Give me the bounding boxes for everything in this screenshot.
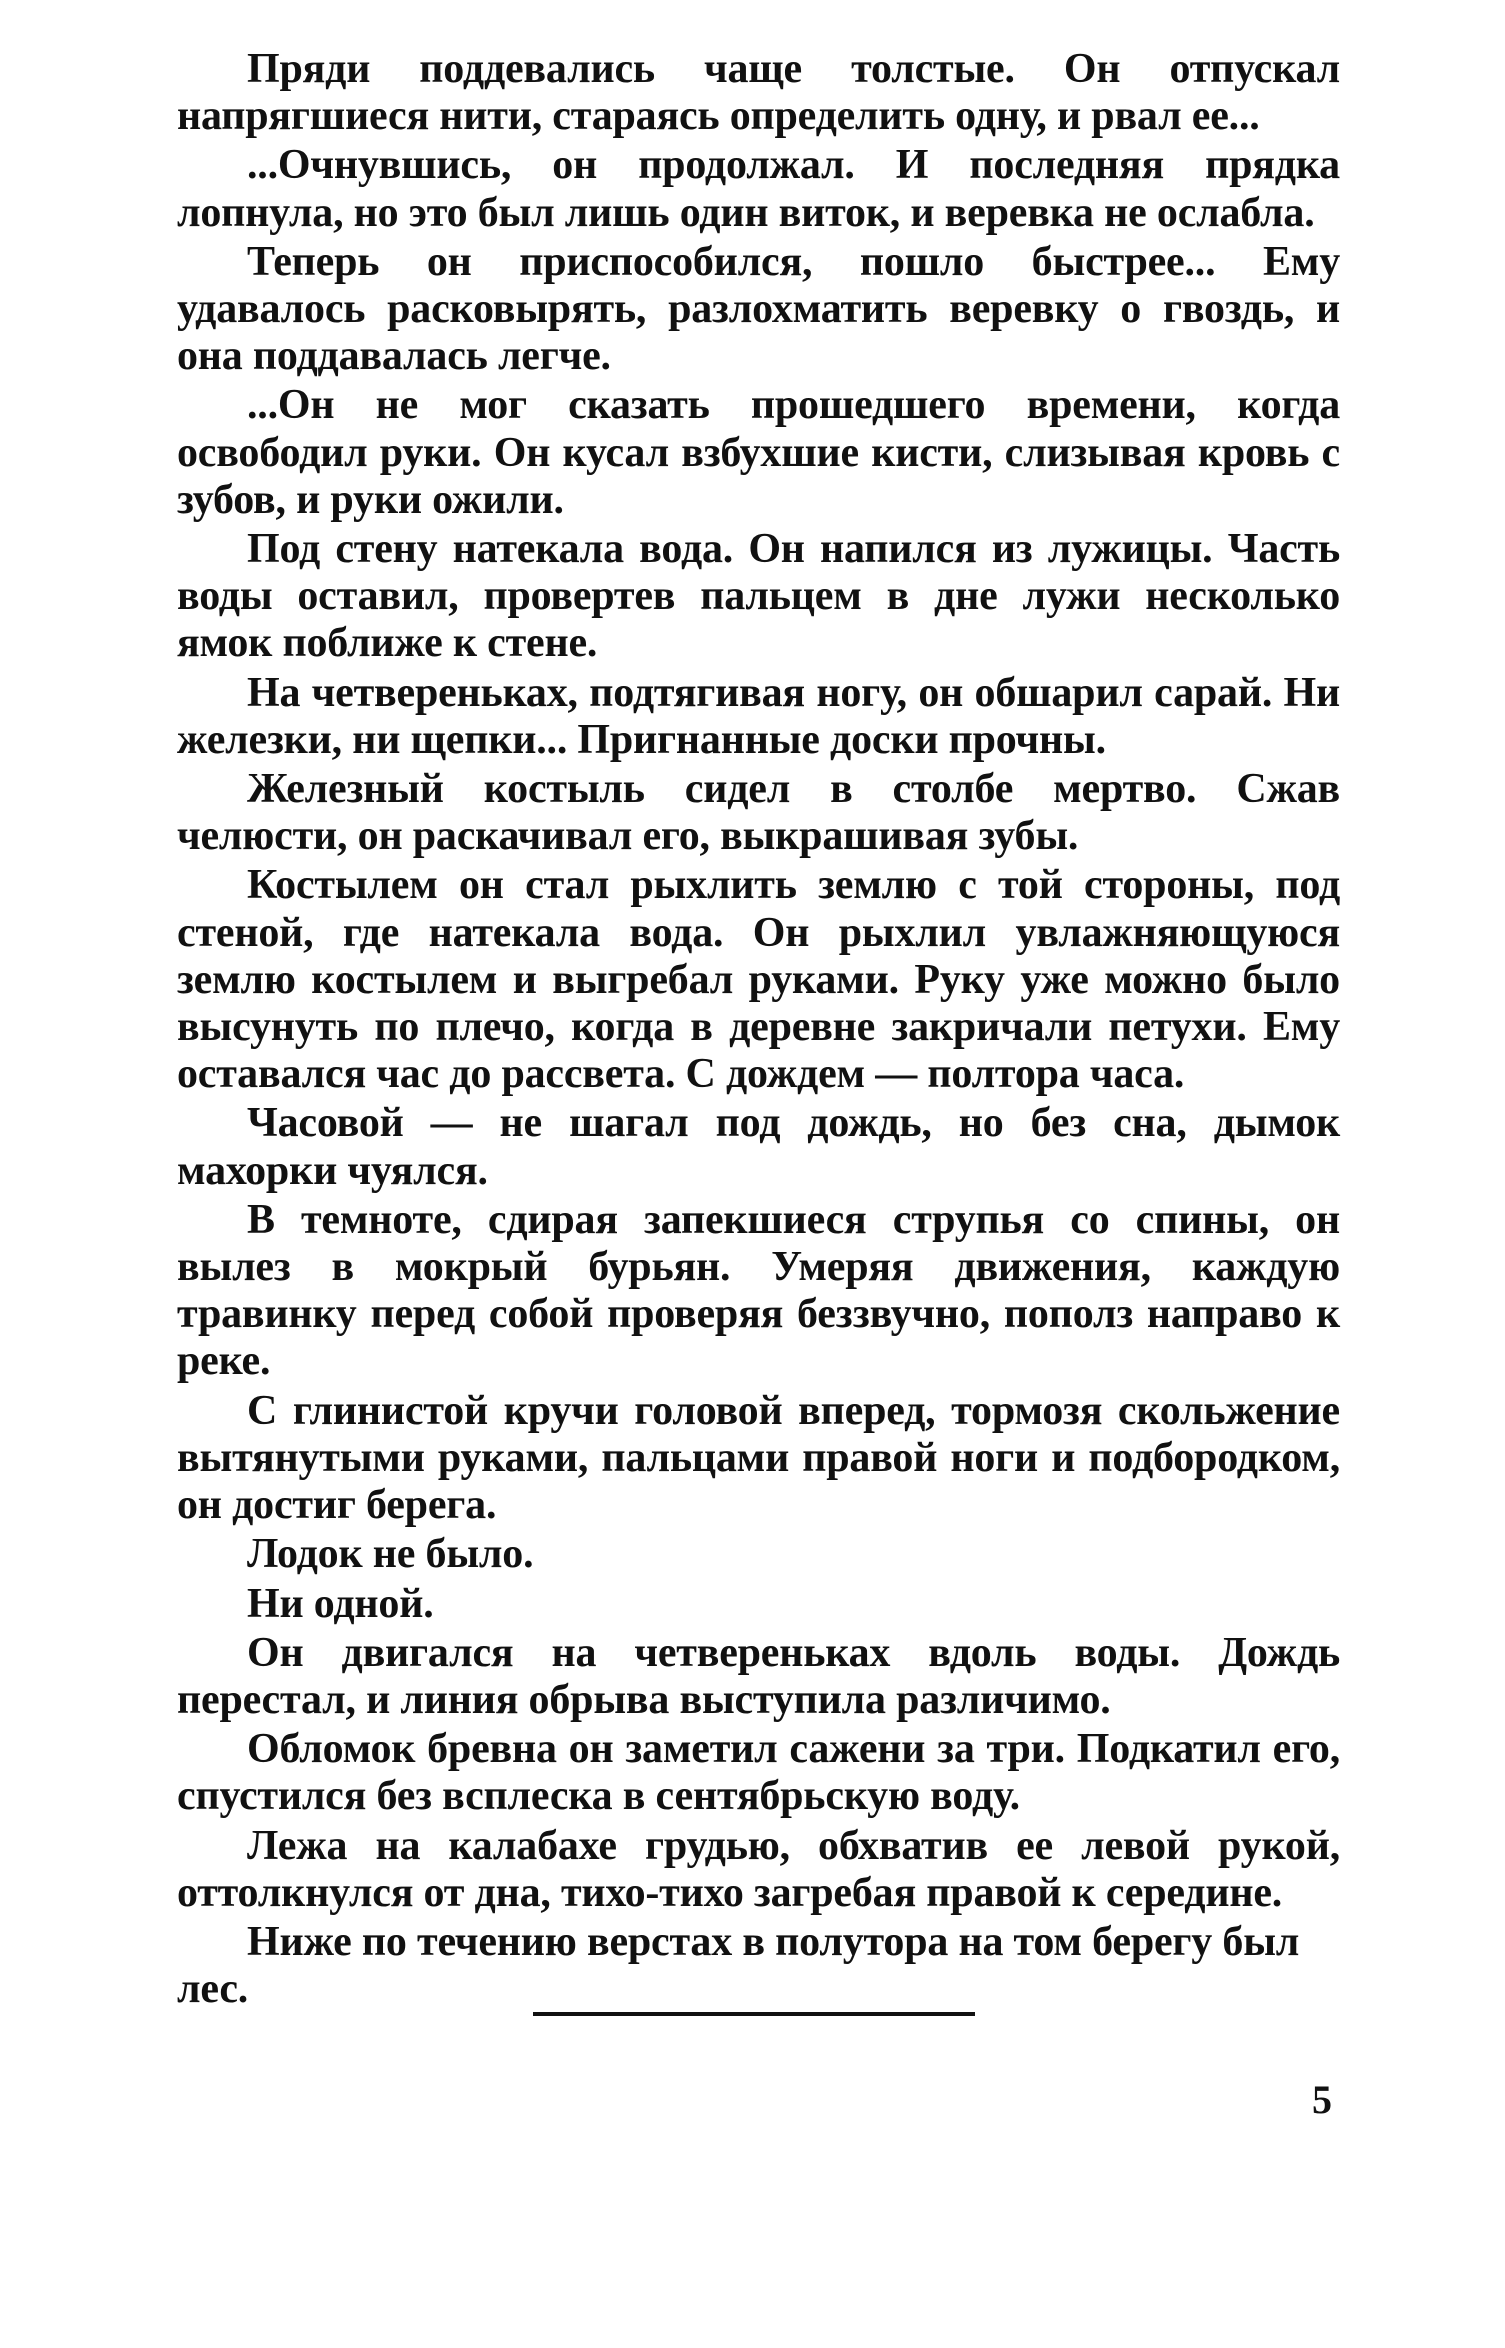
paragraph: С глинистой кручи головой вперед, тормозя скольжение вытянутыми руками, пальцами правой ноги и подбородком, он достиг берега. [177,1387,1340,1529]
paragraph: Под стену натекала вода. Он напился из лужицы. Часть воды оставил, провертев пальцем в дне лужи несколько ямок поближе к стене. [177,526,1340,667]
paragraph: Лежа на калабахе грудью, обхватив ее левой рукой, оттолкнулся от дна, тихо-тихо загребая правой к середине. [177,1822,1340,1916]
paragraph: Лодок не было. [247,1531,534,1578]
paragraph: ...Он не мог сказать прошедшего времени, когда освободил руки. Он кусал взбухшие кисти, слизывая кровь с зубов, и руки ожили. [177,382,1340,523]
paragraph: Ниже по течению верстах в полутора на том берегу был лес. [177,1918,1300,2013]
paragraph: ...Очнувшись, он продолжал. И последняя прядка лопнула, но это был лишь один виток, и веревка не ослабла. [177,142,1340,236]
page-body [177,46,1340,2015]
section-divider [533,2012,975,2016]
paragraph: Обломок бревна он заметил сажени за три. Подкатил его, спустился без всплеска в сентябрьскую воду. [177,1726,1340,1820]
paragraph: В темноте, сдирая запекшиеся струпья со спины, он вылез в мокрый бурьян. Умеряя движения, каждую травинку перед собой проверяя беззвучно, пополз направо к реке. [177,1196,1340,1385]
paragraph: Железный костыль сидел в столбе мертво. Сжав челюсти, он раскачивал его, выкрашивая зубы. [177,766,1340,860]
paragraph: Часовой — не шагал под дождь, но без сна, дымок махорки чуялся. [177,1100,1340,1194]
paragraph: На четвереньках, подтягивая ногу, он обшарил сарай. Ни железки, ни щепки... Пригнанные доски прочны. [177,669,1340,763]
paragraph: Теперь он приспособился, пошло быстрее... Ему удавалось расковырять, разлохматить веревку о гвоздь, и она поддавалась легче. [177,238,1340,380]
paragraph: Костылем он стал рыхлить землю с той стороны, под стеной, где натекала вода. Он рыхлил увлажняющуюся землю костылем и выгребал руками. Руку уже можно было высунуть по плечо, когда в деревне закричали петухи. Ему оставался час до рассвета. С дождем — полтора часа. [177,862,1340,1098]
paragraph: Он двигался на четвереньках вдоль воды. Дождь перестал, и линия обрыва выступила различимо. [177,1629,1340,1723]
page-number: 5 [1312,2077,1332,2122]
paragraph: Ни одной. [247,1580,434,1627]
paragraph: Пряди поддевались чаще толстые. Он отпускал напрягшиеся нити, стараясь определить одну, и рвал ее... [177,46,1340,140]
